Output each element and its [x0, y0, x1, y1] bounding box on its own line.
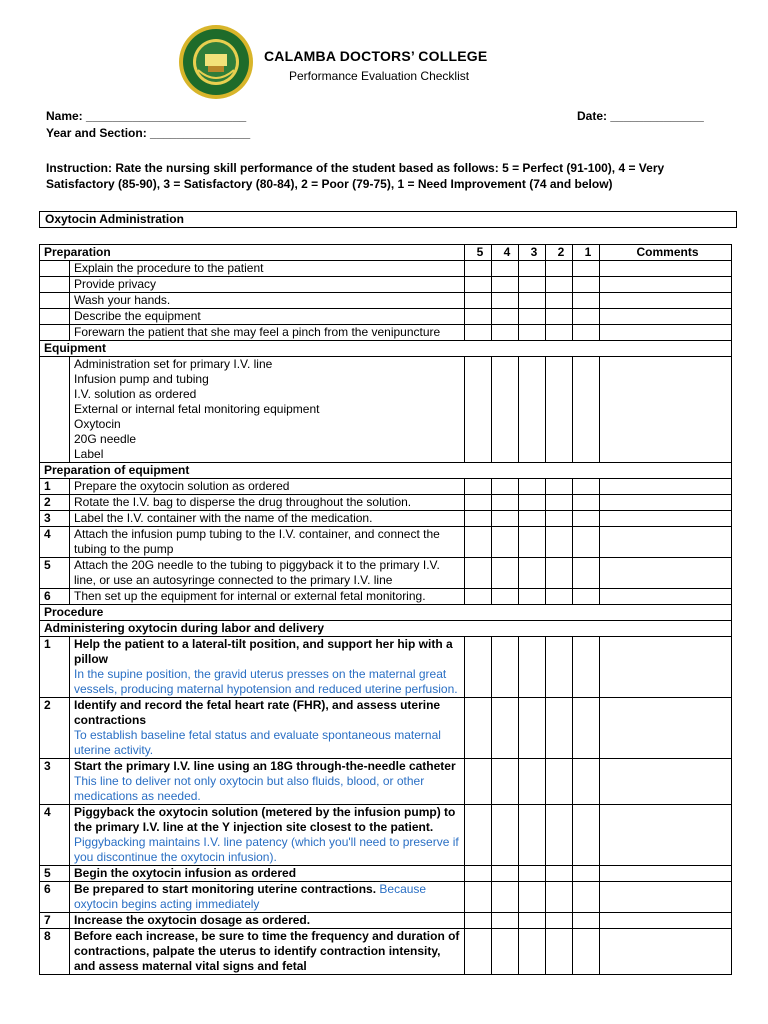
rating-cell[interactable]	[573, 698, 600, 759]
comment-cell[interactable]	[600, 511, 732, 527]
table-row	[40, 589, 732, 605]
rating-cell[interactable]	[546, 277, 573, 293]
table-header-row	[40, 245, 732, 261]
rating-cell[interactable]	[519, 511, 546, 527]
rating-cell[interactable]	[546, 293, 573, 309]
rating-cell[interactable]	[519, 495, 546, 511]
rating-cell[interactable]	[519, 479, 546, 495]
table-row	[40, 805, 732, 866]
rating-2-header: 2	[546, 245, 573, 261]
rating-cell[interactable]	[492, 929, 519, 975]
row-number-cell	[40, 261, 70, 277]
rating-cell[interactable]	[546, 805, 573, 866]
rating-cell[interactable]	[492, 357, 519, 463]
rating-cell[interactable]	[465, 309, 492, 325]
table-row	[40, 511, 732, 527]
rating-cell[interactable]	[492, 589, 519, 605]
row-number-cell	[40, 309, 70, 325]
rating-cell[interactable]	[519, 325, 546, 341]
procedure-step	[70, 882, 465, 913]
procedure-step	[70, 929, 465, 975]
comment-cell[interactable]	[600, 261, 732, 277]
evaluation-checklist-table	[39, 244, 732, 975]
rating-cell[interactable]	[546, 866, 573, 882]
step-number: 5	[40, 866, 70, 882]
rating-cell[interactable]	[465, 511, 492, 527]
table-row	[40, 325, 732, 341]
rating-cell[interactable]	[492, 527, 519, 558]
prep-equipment-item: Attach the 20G needle to the tubing to piggyback it to the primary I.V. line, or use an autosyringe connected to the primary I.V. line	[70, 558, 465, 589]
preparation-item: Provide privacy	[70, 277, 465, 293]
row-number-cell	[40, 325, 70, 341]
rating-cell[interactable]	[492, 882, 519, 913]
step-number: 2	[40, 698, 70, 759]
table-row	[40, 277, 732, 293]
table-row	[40, 495, 732, 511]
comment-cell[interactable]	[600, 479, 732, 495]
procedure-step	[70, 759, 465, 805]
rating-cell[interactable]	[573, 261, 600, 277]
form-title: Performance Evaluation Checklist	[289, 69, 470, 83]
comment-cell[interactable]	[600, 698, 732, 759]
table-row	[40, 929, 732, 975]
procedure-step-text: Piggyback the oxytocin solution (metered by the infusion pump) to the primary I.V. line at the Y injection site closest to the patient.	[74, 805, 456, 834]
rating-cell[interactable]	[546, 929, 573, 975]
step-number: 8	[40, 929, 70, 975]
step-number: 1	[40, 637, 70, 698]
table-row	[40, 479, 732, 495]
procedure-step-text: Start the primary I.V. line using an 18G through-the-needle catheter	[74, 759, 456, 773]
rating-cell[interactable]	[519, 866, 546, 882]
rating-cell[interactable]	[492, 479, 519, 495]
procedure-rationale: Because oxytocin begins acting immediately	[74, 882, 427, 911]
rating-cell[interactable]	[573, 293, 600, 309]
rating-cell[interactable]	[519, 929, 546, 975]
rating-cell[interactable]	[492, 698, 519, 759]
administering-label: Administering oxytocin during labor and delivery	[40, 621, 732, 637]
rating-cell[interactable]	[492, 759, 519, 805]
rating-cell[interactable]	[465, 882, 492, 913]
equipment-item: 20G needle	[74, 432, 137, 446]
equipment-item: Label	[74, 447, 104, 461]
table-row	[40, 913, 732, 929]
rating-cell[interactable]	[546, 637, 573, 698]
comment-cell[interactable]	[600, 558, 732, 589]
rating-cell[interactable]	[492, 261, 519, 277]
rating-cell[interactable]	[546, 698, 573, 759]
date-field[interactable]: Date: ______________	[577, 109, 704, 123]
section-title: Oxytocin Administration	[39, 211, 737, 228]
rating-cell[interactable]	[573, 479, 600, 495]
rating-cell[interactable]	[573, 882, 600, 913]
comment-cell[interactable]	[600, 913, 732, 929]
rating-cell[interactable]	[519, 277, 546, 293]
rating-cell[interactable]	[465, 527, 492, 558]
table-row	[40, 558, 732, 589]
rating-cell[interactable]	[465, 913, 492, 929]
comment-cell[interactable]	[600, 325, 732, 341]
rating-4-header: 4	[492, 245, 519, 261]
rating-cell[interactable]	[492, 866, 519, 882]
step-number: 4	[40, 805, 70, 866]
rating-cell[interactable]	[546, 913, 573, 929]
step-number: 6	[40, 882, 70, 913]
rating-cell[interactable]	[465, 495, 492, 511]
rating-cell[interactable]	[573, 495, 600, 511]
procedure-step-text: Identify and record the fetal heart rate (FHR), and assess uterine contractions	[74, 698, 441, 727]
rating-cell[interactable]	[492, 293, 519, 309]
table-section-row	[40, 621, 732, 637]
step-number: 3	[40, 759, 70, 805]
rating-cell[interactable]	[546, 589, 573, 605]
rating-cell[interactable]	[573, 357, 600, 463]
rating-cell[interactable]	[465, 325, 492, 341]
rating-cell[interactable]	[465, 261, 492, 277]
rating-cell[interactable]	[546, 527, 573, 558]
rating-cell[interactable]	[492, 325, 519, 341]
comment-cell[interactable]	[600, 495, 732, 511]
procedure-step	[70, 637, 465, 698]
preparation-item: Forewarn the patient that she may feel a pinch from the venipuncture	[70, 325, 465, 341]
rating-cell[interactable]	[465, 805, 492, 866]
rating-cell[interactable]	[465, 558, 492, 589]
step-number: 7	[40, 913, 70, 929]
comment-cell[interactable]	[600, 277, 732, 293]
rating-cell[interactable]	[573, 309, 600, 325]
equipment-label: Equipment	[40, 341, 732, 357]
rating-cell[interactable]	[492, 637, 519, 698]
rating-cell[interactable]	[492, 558, 519, 589]
step-number: 1	[40, 479, 70, 495]
table-row	[40, 527, 732, 558]
rating-cell[interactable]	[573, 637, 600, 698]
rating-cell[interactable]	[519, 293, 546, 309]
rating-cell[interactable]	[492, 511, 519, 527]
rating-cell[interactable]	[573, 913, 600, 929]
procedure-step	[70, 805, 465, 866]
comment-cell[interactable]	[600, 882, 732, 913]
rating-cell[interactable]	[573, 558, 600, 589]
comment-cell[interactable]	[600, 759, 732, 805]
org-name: CALAMBA DOCTORS’ COLLEGE	[264, 48, 488, 64]
procedure-step-text: Before each increase, be sure to time the frequency and duration of contractions, palpate the uterus to identify contraction intensity, and assess maternal vital signs and fetal	[74, 929, 460, 973]
rating-cell[interactable]	[492, 309, 519, 325]
rating-cell[interactable]	[546, 325, 573, 341]
college-seal-logo	[178, 24, 254, 100]
procedure-step-text: Increase the oxytocin dosage as ordered.	[74, 913, 311, 927]
table-row	[40, 309, 732, 325]
rating-cell[interactable]	[546, 309, 573, 325]
rating-cell[interactable]	[546, 261, 573, 277]
rating-3-header: 3	[519, 245, 546, 261]
step-number: 2	[40, 495, 70, 511]
procedure-step	[70, 866, 465, 882]
table-row	[40, 698, 732, 759]
equipment-item: Oxytocin	[74, 417, 121, 431]
equipment-item: I.V. solution as ordered	[74, 387, 197, 401]
step-number: 4	[40, 527, 70, 558]
procedure-rationale: To establish baseline fetal status and evaluate spontaneous maternal uterine activity.	[74, 728, 441, 757]
rating-cell[interactable]	[546, 882, 573, 913]
equipment-item: Administration set for primary I.V. line	[74, 357, 273, 371]
table-row	[40, 293, 732, 309]
rating-cell[interactable]	[546, 558, 573, 589]
rating-cell[interactable]	[519, 805, 546, 866]
rating-cell[interactable]	[519, 261, 546, 277]
rating-cell[interactable]	[573, 805, 600, 866]
equipment-item: External or internal fetal monitoring equipment	[74, 402, 320, 416]
procedure-label: Procedure	[40, 605, 732, 621]
instruction-text: Instruction: Rate the nursing skill performance of the student based as follows: 5 = Perfect (91-100), 4 = Very Satisfactory (85-90), 3 = Satisfactory (80-84), 2 = Poor (79-75), 1 = Need Improvement (74 and below)	[46, 161, 665, 191]
comment-cell[interactable]	[600, 589, 732, 605]
procedure-step	[70, 698, 465, 759]
rating-cell[interactable]	[573, 511, 600, 527]
comment-cell[interactable]	[600, 527, 732, 558]
row-number-cell	[40, 293, 70, 309]
prep-equipment-item: Rotate the I.V. bag to disperse the drug throughout the solution.	[70, 495, 465, 511]
rating-cell[interactable]	[465, 698, 492, 759]
rating-cell[interactable]	[573, 277, 600, 293]
rating-cell[interactable]	[465, 293, 492, 309]
procedure-step-text: Help the patient to a lateral-tilt position, and support her hip with a pillow	[74, 637, 453, 666]
rating-cell[interactable]	[546, 479, 573, 495]
rating-cell[interactable]	[492, 913, 519, 929]
rating-cell[interactable]	[465, 637, 492, 698]
rating-cell[interactable]	[519, 527, 546, 558]
preparation-item: Explain the procedure to the patient	[70, 261, 465, 277]
rating-cell[interactable]	[573, 759, 600, 805]
rating-cell[interactable]	[519, 309, 546, 325]
comment-cell[interactable]	[600, 309, 732, 325]
equipment-list	[70, 357, 465, 463]
table-section-row	[40, 463, 732, 479]
table-row	[40, 261, 732, 277]
comment-cell[interactable]	[600, 866, 732, 882]
comment-cell[interactable]	[600, 357, 732, 463]
prep-equipment-item: Prepare the oxytocin solution as ordered	[70, 479, 465, 495]
table-row	[40, 357, 732, 463]
rating-cell[interactable]	[519, 698, 546, 759]
rating-cell[interactable]	[492, 277, 519, 293]
rating-cell[interactable]	[519, 913, 546, 929]
step-number: 5	[40, 558, 70, 589]
rating-cell[interactable]	[519, 637, 546, 698]
rating-cell[interactable]	[519, 558, 546, 589]
rating-5-header: 5	[465, 245, 492, 261]
rating-cell[interactable]	[573, 929, 600, 975]
comments-header: Comments	[600, 245, 732, 261]
rating-cell[interactable]	[465, 479, 492, 495]
rating-1-header: 1	[573, 245, 600, 261]
rating-cell[interactable]	[573, 866, 600, 882]
procedure-rationale: In the supine position, the gravid uterus presses on the maternal great vessels, producing maternal hypotension and reduced uterine perfusion.	[74, 667, 458, 696]
rating-cell[interactable]	[573, 589, 600, 605]
procedure-rationale: This line to deliver not only oxytocin but also fluids, blood, or other medications as needed.	[74, 774, 425, 803]
rating-cell[interactable]	[519, 882, 546, 913]
rating-cell[interactable]	[465, 866, 492, 882]
prep-equipment-item: Label the I.V. container with the name of the medication.	[70, 511, 465, 527]
rating-cell[interactable]	[465, 277, 492, 293]
procedure-step-text: Be prepared to start monitoring uterine contractions.	[74, 882, 377, 896]
row-number-cell	[40, 357, 70, 463]
procedure-step	[70, 913, 465, 929]
row-number-cell	[40, 277, 70, 293]
rating-cell[interactable]	[573, 527, 600, 558]
procedure-rationale: Piggybacking maintains I.V. line patency (which you'll need to preserve if you discontinue the oxytocin infusion).	[74, 835, 459, 864]
step-number: 6	[40, 589, 70, 605]
rating-cell[interactable]	[546, 357, 573, 463]
rating-cell[interactable]	[465, 589, 492, 605]
rating-cell[interactable]	[492, 495, 519, 511]
rating-cell[interactable]	[465, 357, 492, 463]
table-row	[40, 882, 732, 913]
preparation-item: Describe the equipment	[70, 309, 465, 325]
year-section-field[interactable]: Year and Section: _______________	[46, 126, 251, 140]
name-field[interactable]: Name: ________________________	[46, 109, 247, 123]
prep-equipment-item: Attach the infusion pump tubing to the I.V. container, and connect the tubing to the pump	[70, 527, 465, 558]
rating-cell[interactable]	[519, 589, 546, 605]
rating-cell[interactable]	[546, 759, 573, 805]
equipment-item: Infusion pump and tubing	[74, 372, 209, 386]
prep-equipment-item: Then set up the equipment for internal or external fetal monitoring.	[70, 589, 465, 605]
rating-cell[interactable]	[492, 805, 519, 866]
prep-equipment-label: Preparation of equipment	[40, 463, 732, 479]
comment-cell[interactable]	[600, 805, 732, 866]
rating-cell[interactable]	[546, 495, 573, 511]
rating-cell[interactable]	[519, 357, 546, 463]
comment-cell[interactable]	[600, 929, 732, 975]
preparation-header: Preparation	[40, 245, 465, 261]
rating-cell[interactable]	[465, 759, 492, 805]
table-row	[40, 759, 732, 805]
rating-cell[interactable]	[546, 511, 573, 527]
table-section-row	[40, 605, 732, 621]
step-number: 3	[40, 511, 70, 527]
table-row	[40, 866, 732, 882]
procedure-step-text: Begin the oxytocin infusion as ordered	[74, 866, 297, 880]
table-section-row	[40, 341, 732, 357]
table-row	[40, 637, 732, 698]
comment-cell[interactable]	[600, 293, 732, 309]
rating-cell[interactable]	[573, 325, 600, 341]
rating-cell[interactable]	[519, 759, 546, 805]
rating-cell[interactable]	[465, 929, 492, 975]
preparation-item: Wash your hands.	[70, 293, 465, 309]
comment-cell[interactable]	[600, 637, 732, 698]
